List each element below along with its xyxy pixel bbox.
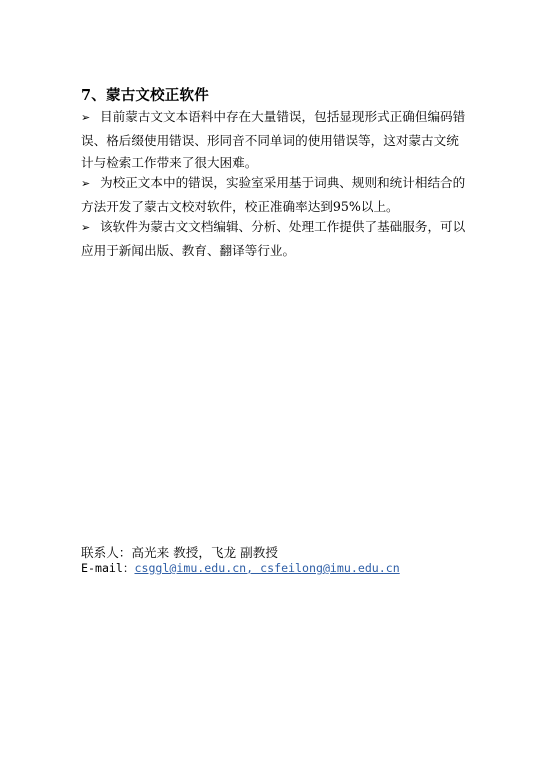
bullet-item-1 <box>81 106 466 175</box>
arrow-bullet-icon: ➢ <box>81 221 91 234</box>
bullet-item-3 <box>81 216 466 262</box>
contact-person: 联系人：高光来 教授，飞龙 副教授 <box>81 545 278 560</box>
email-links[interactable]: csggl@imu.edu.cn, csfeilong@imu.edu.cn <box>134 561 400 575</box>
arrow-bullet-icon: ➢ <box>81 111 91 124</box>
bullet-item-2 <box>81 172 466 218</box>
email-line <box>81 560 400 576</box>
email-label: E-mail： <box>81 561 135 575</box>
bullet-text-2: 为校正文本中的错误，实验室采用基于词典、规则和统计相结合的方法开发了蒙古文校对软件，校正准确率达到95%以上。 <box>81 175 466 214</box>
bullet-text-3: 该软件为蒙古文文档编辑、分析、处理工作提供了基础服务，可以应用于新闻出版、教育、翻译等行业。 <box>81 219 466 258</box>
section-title: 7、蒙古文校正软件 <box>81 87 209 104</box>
arrow-bullet-icon: ➢ <box>81 177 91 190</box>
bullet-text-1: 目前蒙古文文本语料中存在大量错误，包括显现形式正确但编码错误、格后缀使用错误、形同音不同单词的使用错误等，这对蒙古文统计与检索工作带来了很大困难。 <box>81 109 466 170</box>
